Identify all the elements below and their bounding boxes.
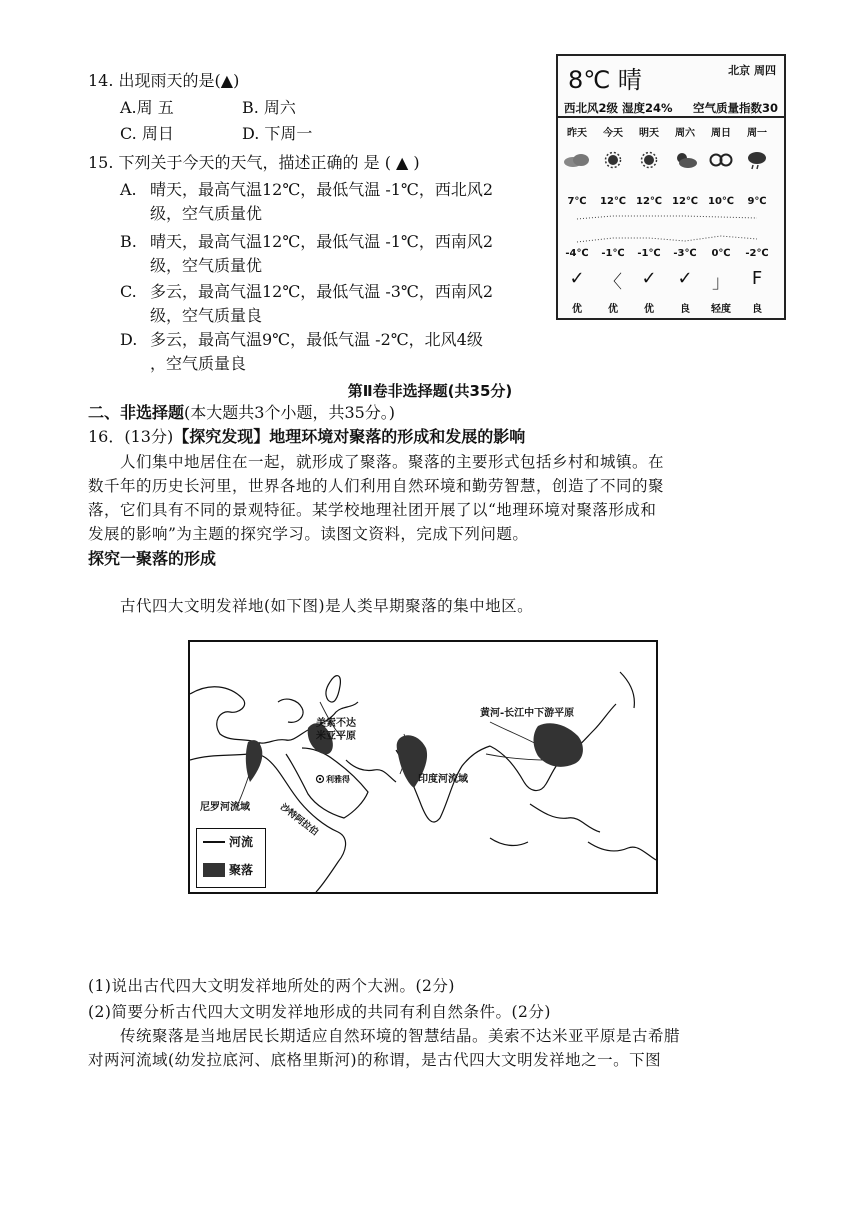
air-quality-label: 优 <box>644 304 654 315</box>
low-temperature: -2℃ <box>745 248 769 259</box>
legend-settlement-swatch <box>203 863 225 877</box>
weather-forecast-card <box>556 54 786 320</box>
wind-symbol: 〈 <box>604 272 622 293</box>
air-quality-label: 良 <box>752 304 762 315</box>
wind-symbol: ✓ <box>677 268 693 289</box>
q14-option-b: B. 周六 <box>242 98 296 117</box>
card-divider <box>558 116 784 118</box>
q16-intro-line: 人们集中地居住在一起，就形成了聚落。聚落的主要形式包括乡村和城镇。在 <box>120 453 665 471</box>
q15-option-c-label: C. <box>120 282 137 301</box>
city-weekday: 北京 周四 <box>728 64 776 77</box>
wind-symbol: ✓ <box>569 268 585 289</box>
q16-title: 地理环境对聚落的形成和发展的影响 <box>269 427 526 446</box>
day-label: 昨天 <box>567 128 587 139</box>
low-temperature: -1℃ <box>637 248 661 259</box>
air-quality-label: 轻度 <box>711 304 731 315</box>
high-temperature: 7℃ <box>567 196 587 207</box>
q16-sub2: (2)简要分析古代四大文明发祥地形成的共同有利自然条件。(2分) <box>88 1003 551 1021</box>
q14-stem: 14. 出现雨天的是(▲) <box>88 71 240 90</box>
q15-option-a-label: A. <box>120 180 137 199</box>
label-mesopotamia: 美索不达 <box>316 718 356 729</box>
q15-option-d-label: D. <box>120 330 138 349</box>
low-temperature: -4℃ <box>565 248 589 259</box>
high-temperature: 12℃ <box>671 196 699 207</box>
q15-option-c-line2: 级，空气质量良 <box>150 306 263 325</box>
haze-icon <box>703 150 739 170</box>
day-label: 周日 <box>711 128 731 139</box>
air-quality-label: 优 <box>608 304 618 315</box>
low-temperature: 0℃ <box>711 248 731 259</box>
high-temperature: 9℃ <box>747 196 767 207</box>
cloudy-icon <box>559 150 595 170</box>
wind-symbol: ✓ <box>641 268 657 289</box>
high-temperature: 12℃ <box>599 196 627 207</box>
ancient-civilizations-map <box>188 640 658 894</box>
high-temperature: 12℃ <box>635 196 663 207</box>
q15-option-b-line1: 晴天，最高气温12℃，最低气温 -1℃，西南风2 <box>150 232 494 251</box>
wind-humidity: 西北风2级 湿度24% <box>564 101 673 115</box>
day-label: 明天 <box>639 128 659 139</box>
air-quality-label: 良 <box>680 304 690 315</box>
sun-icon <box>631 150 667 170</box>
wind-symbol: 」 <box>712 272 730 293</box>
q14-option-d: D. 下周一 <box>242 124 313 143</box>
low-temperature: -1℃ <box>601 248 625 259</box>
nile-settlement <box>246 740 262 782</box>
q14-option-a: A.周 五 <box>120 98 174 117</box>
q15-option-a-line2: 级，空气质量优 <box>150 204 263 223</box>
map-caption: 古代四大文明发祥地(如下图)是人类早期聚落的集中地区。 <box>120 597 534 615</box>
legend-settlement-label: 聚落 <box>229 863 254 877</box>
partly-cloudy-icon <box>667 150 703 170</box>
map-legend <box>196 828 266 888</box>
section-heading-bold: 二、非选择题 <box>88 403 185 422</box>
label-nile: 尼罗河流域 <box>200 802 250 813</box>
q16-sub1: (1)说出古代四大文明发祥地所处的两个大洲。(2分) <box>88 977 455 995</box>
label-mesopotamia: 米亚平原 <box>316 731 356 742</box>
section-title: 第Ⅱ卷非选择题(共35分) <box>347 382 513 400</box>
q16-number: 16．(13分) <box>88 427 174 446</box>
q15-option-d-line2: ，空气质量良 <box>150 354 247 373</box>
label-yellow-river: 黄河-长江中下游平原 <box>480 708 575 719</box>
q16-para2-line: 对两河流域(幼发拉底河、底格里斯河)的称谓，是古代四大文明发祥地之一。下图 <box>88 1051 662 1069</box>
q16-heading <box>88 426 525 448</box>
q16-intro-line: 发展的影响”为主题的探究学习。读图文资料，完成下列问题。 <box>88 525 529 543</box>
q15-option-d-line1: 多云，最高气温9℃，最低气温 -2℃，北风4级 <box>150 330 483 349</box>
sun-icon <box>595 150 631 170</box>
q16-para2-line: 传统聚落是当地居民长期适应自然环境的智慧结晶。美索不达米亚平原是古希腊 <box>120 1027 681 1045</box>
section-heading-rest: (本大题共3个小题，共35分。) <box>184 403 396 422</box>
air-quality-label: 优 <box>572 304 582 315</box>
label-indus: 印度河流域 <box>418 774 468 785</box>
low-temperature: -3℃ <box>673 248 697 259</box>
q14-option-c: C. 周日 <box>120 124 174 143</box>
current-temperature: 8℃ 晴 <box>568 66 642 94</box>
section-heading <box>88 402 395 424</box>
q15-stem: 15. 下列关于今天的天气，描述正确的 是 ( ▲ ) <box>88 153 420 172</box>
q16-intro-line: 落，它们具有不同的景观特征。某学校地理社团开展了以“地理环境对聚落形成和 <box>88 501 657 519</box>
label-saudi-arabia: 沙特阿拉伯 <box>277 802 320 838</box>
label-riyadh: 利雅得 <box>326 775 350 784</box>
air-quality-index: 空气质量指数30 <box>692 101 778 115</box>
q15-option-b-line2: 级，空气质量优 <box>150 256 263 275</box>
legend-river-label: 河流 <box>229 835 254 849</box>
temperature-trend-lines <box>558 208 784 248</box>
day-label: 今天 <box>603 128 623 139</box>
day-label: 周六 <box>675 128 695 139</box>
explore-one-heading: 探究一聚落的形成 <box>88 549 217 568</box>
q15-option-b-label: B. <box>120 232 137 251</box>
rain-icon <box>739 150 775 170</box>
q15-option-a-line1: 晴天，最高气温12℃，最低气温 -1℃，西北风2 <box>150 180 494 199</box>
day-label: 周一 <box>747 128 767 139</box>
high-temperature: 10℃ <box>707 196 735 207</box>
legend-river-swatch <box>203 841 225 843</box>
q16-intro-line: 数千年的历史长河里，世界各地的人们利用自然环境和勤劳智慧，创造了不同的聚 <box>88 477 665 495</box>
q16-tag: 【探究发现】 <box>173 427 270 446</box>
wind-symbol: F <box>751 268 763 289</box>
q15-option-c-line1: 多云，最高气温12℃，最低气温 -3℃，西南风2 <box>150 282 494 301</box>
